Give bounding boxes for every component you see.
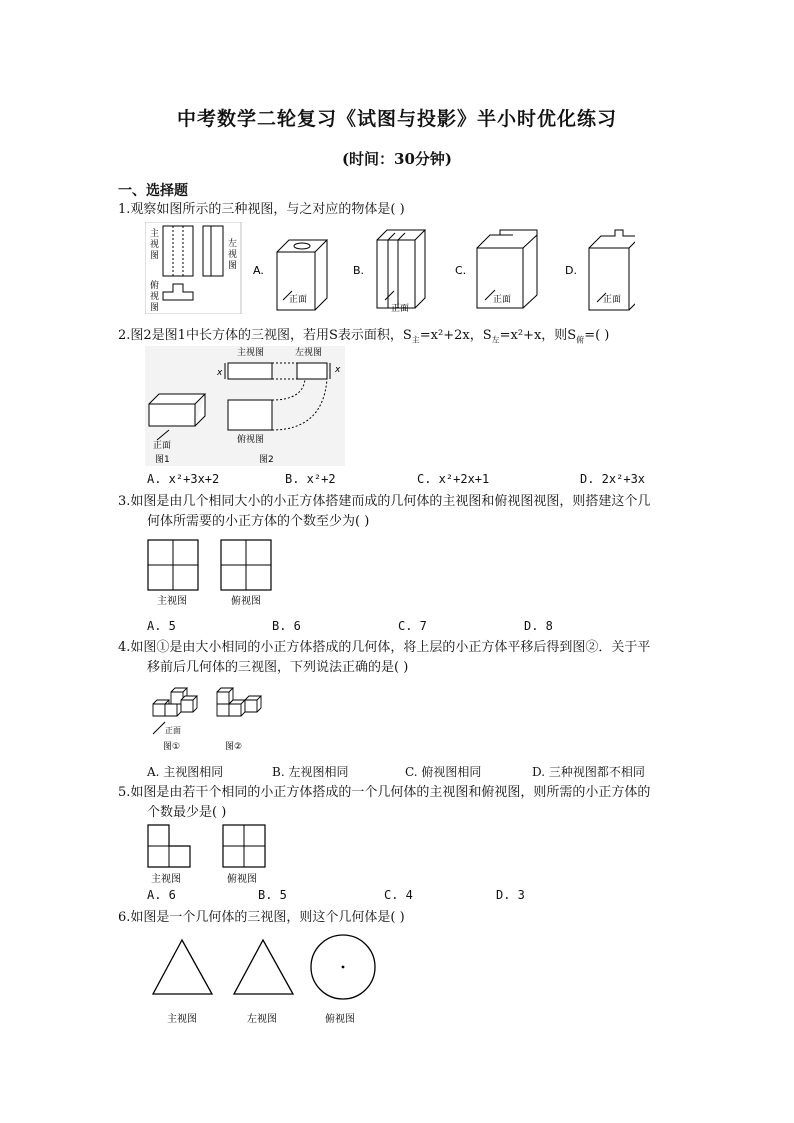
q5-option-c: C. 4 [384,888,413,902]
q1-front-a: 正面 [289,295,308,305]
q6-figure [145,934,385,1030]
q1-option-c: C. [455,264,467,277]
q1-option-a: A. [253,264,264,277]
q2-main-view-label: 主视图 [237,348,265,358]
q1-solid-c [477,230,537,308]
q1-front-c: 正面 [493,295,512,305]
q2-option-c: C. x²+2x+1 [417,472,490,486]
q1-front-b: 正面 [391,304,410,314]
q1-main-label-3: 图 [150,251,160,261]
question-6-text: 6.如图是一个几何体的三视图，则这个几何体是( ) [118,910,405,925]
q5-top-view-label: 俯视图 [227,874,257,885]
q2-option-b: B. x²+2 [285,472,336,486]
q2-left-view-label: 左视图 [295,348,323,358]
q6-top-view-label: 俯视图 [325,1014,355,1025]
q1-solid-b [377,230,425,314]
q3-option-b: B. 6 [272,619,301,633]
q4-solid-2 [217,688,261,716]
q1-left-label-2: 视 [228,250,238,260]
q4-option-d: D. 三种视图都不相同 [532,765,645,779]
q1-main-label-2: 视 [150,240,160,250]
section-heading: 一、选择题 [118,183,188,199]
page-title: 中考数学二轮复习《试图与投影》半小时优化练习 [176,108,617,130]
question-5-text: 5.如图是由若干个相同的小正方体搭成的一个几何体的主视图和俯视图，则所需的小正方体的 个数最少是( ) [118,785,651,820]
q4-fig2-label: 图② [225,742,243,752]
q1-option-b: B. [353,264,365,277]
q1-option-d: D. [565,264,577,277]
q5-main-view-label: 主视图 [151,874,181,885]
question-2-text: 2.图2是图1中长方体的三视图，若用S表示面积，$S_主=x^2+2x$，$S_左=x^2+x$，则$S_俯=$( ) [118,328,610,345]
q2-top-view-label: 俯视图 [237,435,265,445]
q4-solid-1 [153,688,197,716]
q2-fig2-label: 图2 [259,455,274,465]
q3-option-c: C. 7 [398,619,427,633]
q5-option-b: B. 5 [258,888,287,902]
q1-left-label-3: 图 [228,261,238,271]
q4-option-a: A. 主视图相同 [147,765,224,779]
q5-figure [145,822,280,886]
q4-figure [145,682,285,754]
q5-option-d: D. 3 [496,888,525,902]
question-1-text: 1.观察如图所示的三种视图，与之对应的物体是( ) [118,202,405,217]
q3-top-view-label: 俯视图 [231,596,261,607]
q3-option-d: D. 8 [524,619,553,633]
page-subtitle: (时间：30分钟) [341,150,453,168]
q1-top-label-1: 俯 [150,281,160,291]
q1-main-label-1: 主 [150,229,160,239]
q3-figure [145,537,280,609]
q4-fig1-label: 图① [163,742,181,752]
q1-front-d: 正面 [603,295,622,305]
q2-front-label: 正面 [153,441,172,451]
q1-solid-a [277,240,327,310]
q4-option-b: B. 左视图相同 [272,765,349,779]
q2-option-d: D. 2x²+3x [580,472,646,486]
q5-option-a: A. 6 [147,888,176,902]
q6-main-view-label: 主视图 [167,1014,197,1025]
q1-top-label-3: 图 [150,303,160,313]
q2-figure [145,346,345,466]
q1-figure [145,222,635,314]
q4-front-label: 正面 [165,726,181,735]
q4-option-c: C. 俯视图相同 [405,765,482,779]
question-4-text: 4.如图①是由大小相同的小正方体搭成的几何体，将上层的小正方体平移后得到图②．关于平 移前后几何体的三视图，下列说法正确的是( ) [118,640,651,675]
question-3-text: 3.如图是由几个相同大小的小正方体搭建而成的几何体的主视图和俯视图视图，则搭建这个几 何体所需要的小正方体的个数至少为( ) [118,494,651,529]
q6-left-view-label: 左视图 [247,1014,277,1025]
q2-fig1-label: 图1 [155,455,170,465]
q3-option-a: A. 5 [147,619,176,633]
q1-left-label-1: 左 [228,239,238,249]
q3-main-view-label: 主视图 [157,596,187,607]
q1-top-label-2: 视 [150,292,160,302]
q2-x-label-2: x [335,365,341,375]
q2-option-a: A. x²+3x+2 [147,472,220,486]
q1-solid-d [589,230,635,310]
q2-x-label-1: x [217,368,223,378]
